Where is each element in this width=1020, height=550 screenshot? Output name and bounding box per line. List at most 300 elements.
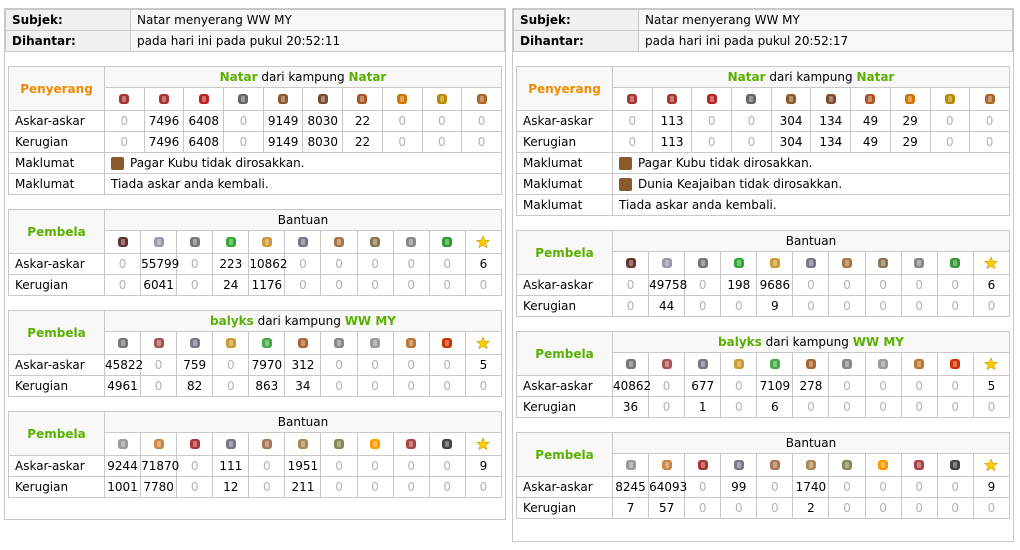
info-text-cell — [613, 153, 1010, 174]
defender-title — [105, 210, 502, 231]
table-row — [517, 477, 1010, 498]
unit-icon — [876, 357, 890, 371]
unit-icon-cell — [685, 454, 721, 477]
unit-icon-cell — [177, 433, 213, 456]
building-icon — [111, 157, 124, 170]
defender-title — [613, 433, 1010, 454]
unit-icon — [296, 336, 310, 350]
unit-count: 0 — [249, 477, 285, 498]
building-icon — [619, 178, 632, 191]
unit-icon — [768, 357, 782, 371]
unit-count: 0 — [685, 275, 721, 296]
report-header — [5, 9, 505, 52]
unit-icon-cell — [652, 88, 692, 111]
defender-table — [8, 411, 502, 498]
unit-count: 0 — [613, 132, 653, 153]
title-text: Bantuan — [785, 436, 837, 450]
unit-count: 8245 — [613, 477, 649, 498]
attacker-role-label: Penyerang — [517, 67, 613, 111]
defender-table — [516, 432, 1010, 519]
unit-icon — [840, 256, 854, 270]
unit-count: 0 — [685, 477, 721, 498]
unit-icon — [188, 235, 202, 249]
title-connector: dari kampung — [257, 70, 349, 84]
unit-icon — [660, 256, 674, 270]
unit-icon-cell — [890, 88, 930, 111]
unit-icon-cell — [141, 231, 177, 254]
unit-icon-cell — [263, 88, 303, 111]
unit-count: 0 — [685, 296, 721, 317]
unit-count: 6408 — [184, 132, 224, 153]
unit-count: 6 — [973, 275, 1009, 296]
unit-icon — [236, 92, 250, 106]
unit-icon-cell — [793, 353, 829, 376]
row-label: Askar-askar — [9, 111, 105, 132]
unit-count: 211 — [285, 477, 321, 498]
unit-icon — [152, 437, 166, 451]
unit-icon-cell — [685, 353, 721, 376]
unit-icon — [804, 357, 818, 371]
unit-count: 7109 — [757, 376, 793, 397]
unit-count: 0 — [357, 376, 393, 397]
unit-count: 0 — [793, 275, 829, 296]
unit-count: 0 — [285, 254, 321, 275]
unit-count: 0 — [685, 498, 721, 519]
village-name[interactable]: Natar — [348, 70, 387, 84]
attacker-role-label: Penyerang — [9, 67, 105, 111]
unit-count: 0 — [465, 275, 501, 296]
unit-icon — [876, 458, 890, 472]
unit-icon — [624, 256, 638, 270]
unit-count: 0 — [829, 397, 865, 418]
unit-count: 759 — [177, 355, 213, 376]
unit-icon-cell — [285, 231, 321, 254]
row-label: Kerugian — [9, 376, 105, 397]
unit-icon-cell — [105, 88, 145, 111]
unit-icon-cell — [721, 454, 757, 477]
unit-icon-cell — [973, 353, 1009, 376]
unit-icon-cell — [649, 353, 685, 376]
unit-icon-cell — [721, 353, 757, 376]
info-label: Maklumat — [517, 195, 613, 216]
unit-count: 29 — [890, 111, 930, 132]
unit-icon — [744, 92, 758, 106]
unit-icon-cell — [465, 231, 501, 254]
unit-count: 40862 — [613, 376, 649, 397]
sent-label: Dihantar: — [514, 31, 639, 52]
unit-icon-cell — [865, 252, 901, 275]
unit-count: 0 — [649, 397, 685, 418]
unit-icon-cell — [357, 433, 393, 456]
unit-count: 0 — [937, 296, 973, 317]
unit-icon — [368, 437, 382, 451]
unit-icon — [948, 357, 962, 371]
unit-icon-cell — [937, 454, 973, 477]
unit-icon — [696, 458, 710, 472]
unit-icon — [404, 336, 418, 350]
unit-icon-cell — [465, 433, 501, 456]
unit-icon — [732, 256, 746, 270]
unit-count: 0 — [321, 477, 357, 498]
defender-role-label: Pembela — [517, 231, 613, 275]
defender-title — [613, 231, 1010, 252]
unit-count: 0 — [462, 111, 502, 132]
unit-icon-cell — [793, 252, 829, 275]
unit-icon-cell — [649, 252, 685, 275]
unit-count: 0 — [393, 477, 429, 498]
battle-report-right — [512, 8, 1014, 542]
table-row — [9, 132, 502, 153]
unit-count: 0 — [937, 376, 973, 397]
hero-star-icon — [476, 235, 490, 249]
report-header — [513, 9, 1013, 52]
row-label: Kerugian — [517, 132, 613, 153]
unit-icon — [943, 92, 957, 106]
unit-icon-cell — [901, 353, 937, 376]
unit-count: 44 — [649, 296, 685, 317]
unit-count: 49 — [851, 111, 891, 132]
unit-icon-cell — [793, 454, 829, 477]
unit-count: 9686 — [757, 275, 793, 296]
unit-count: 7496 — [144, 111, 184, 132]
unit-icon — [395, 92, 409, 106]
unit-icon-cell — [829, 252, 865, 275]
unit-count: 1740 — [793, 477, 829, 498]
subject-label: Subjek: — [514, 10, 639, 31]
unit-icon-cell — [184, 88, 224, 111]
unit-count: 0 — [393, 275, 429, 296]
info-row — [517, 153, 1010, 174]
unit-icon-cell — [865, 454, 901, 477]
unit-count: 134 — [811, 111, 851, 132]
unit-count: 4961 — [105, 376, 141, 397]
unit-count: 0 — [393, 355, 429, 376]
unit-icon — [332, 235, 346, 249]
unit-icon — [768, 256, 782, 270]
info-text: Tiada askar anda kembali. — [619, 198, 777, 212]
unit-icon — [732, 357, 746, 371]
unit-icon — [624, 357, 638, 371]
unit-count: 113 — [652, 132, 692, 153]
unit-count: 55799 — [141, 254, 177, 275]
unit-count: 304 — [771, 132, 811, 153]
unit-count: 0 — [321, 355, 357, 376]
unit-count: 82 — [177, 376, 213, 397]
unit-icon-cell — [249, 231, 285, 254]
player-name[interactable]: balyks — [718, 335, 762, 349]
player-name[interactable]: balyks — [210, 314, 254, 328]
sent-value: pada hari ini pada pukul 20:52:11 — [131, 31, 505, 52]
unit-icon — [224, 437, 238, 451]
unit-icon — [116, 235, 130, 249]
defender-role-label: Pembela — [9, 311, 105, 355]
unit-icon — [804, 458, 818, 472]
hero-star-icon — [984, 458, 998, 472]
village-name[interactable]: WW MY — [852, 335, 904, 349]
unit-icon-cell — [213, 433, 249, 456]
unit-count: 0 — [692, 132, 732, 153]
report-sections — [513, 66, 1013, 519]
unit-count: 36 — [613, 397, 649, 418]
unit-count: 0 — [213, 355, 249, 376]
unit-icon-cell — [973, 252, 1009, 275]
unit-icon — [440, 437, 454, 451]
unit-count: 5 — [973, 376, 1009, 397]
unit-count: 0 — [901, 397, 937, 418]
defender-title — [105, 311, 502, 332]
info-text: Tiada askar anda kembali. — [111, 177, 269, 191]
unit-count: 49 — [851, 132, 891, 153]
unit-icon — [188, 437, 202, 451]
unit-count: 22 — [343, 111, 383, 132]
unit-count: 34 — [285, 376, 321, 397]
unit-count: 0 — [382, 132, 422, 153]
unit-count: 0 — [462, 132, 502, 153]
player-name[interactable]: Natar — [219, 70, 258, 84]
unit-count: 1951 — [285, 456, 321, 477]
unit-icon — [404, 437, 418, 451]
unit-icon-cell — [973, 454, 1009, 477]
title-connector: dari kampung — [253, 314, 345, 328]
unit-icon — [368, 235, 382, 249]
unit-icon — [152, 235, 166, 249]
unit-icon-cell — [937, 353, 973, 376]
hero-star-icon — [984, 357, 998, 371]
unit-icon-cell — [613, 252, 649, 275]
unit-count: 0 — [732, 111, 772, 132]
unit-icon-cell — [865, 353, 901, 376]
info-text-cell — [105, 174, 502, 195]
unit-count: 71870 — [141, 456, 177, 477]
unit-count: 111 — [213, 456, 249, 477]
unit-icon-cell — [285, 332, 321, 355]
unit-icon-cell — [851, 88, 891, 111]
unit-icon-cell — [970, 88, 1010, 111]
unit-icon-cell — [213, 231, 249, 254]
unit-count: 0 — [793, 296, 829, 317]
table-row — [9, 477, 502, 498]
battle-report-left — [4, 8, 506, 520]
unit-count: 7 — [613, 498, 649, 519]
unit-icon-cell — [829, 454, 865, 477]
unit-icon-cell — [285, 433, 321, 456]
unit-icon-cell — [422, 88, 462, 111]
attacker-table — [516, 66, 1010, 216]
unit-count: 0 — [901, 275, 937, 296]
unit-icon — [296, 235, 310, 249]
unit-count: 57 — [649, 498, 685, 519]
unit-count: 0 — [865, 397, 901, 418]
unit-count: 0 — [901, 477, 937, 498]
unit-count: 0 — [865, 498, 901, 519]
subject-value: Natar menyerang WW MY — [131, 10, 505, 31]
unit-icon-cell — [732, 88, 772, 111]
unit-icon-cell — [757, 454, 793, 477]
unit-count: 0 — [357, 477, 393, 498]
unit-count: 863 — [249, 376, 285, 397]
unit-icon-cell — [357, 231, 393, 254]
unit-icon-cell — [343, 88, 383, 111]
unit-icon-cell — [649, 454, 685, 477]
unit-icon-cell — [141, 332, 177, 355]
unit-icon — [296, 437, 310, 451]
unit-icon-cell — [462, 88, 502, 111]
unit-count: 0 — [930, 111, 970, 132]
unit-icon-cell — [141, 433, 177, 456]
unit-icon — [475, 92, 489, 106]
unit-count: 113 — [652, 111, 692, 132]
unit-icon — [804, 256, 818, 270]
unit-icon-cell — [613, 454, 649, 477]
unit-count: 0 — [930, 132, 970, 153]
unit-icon-cell — [105, 231, 141, 254]
building-icon — [619, 157, 632, 170]
unit-icon — [224, 336, 238, 350]
unit-icon — [116, 336, 130, 350]
unit-count: 1176 — [249, 275, 285, 296]
unit-icon-cell — [465, 332, 501, 355]
unit-icon — [332, 437, 346, 451]
subject-value: Natar menyerang WW MY — [639, 10, 1013, 31]
unit-icon-cell — [930, 88, 970, 111]
unit-count: 0 — [177, 275, 213, 296]
defender-role-label: Pembela — [517, 332, 613, 376]
unit-icon — [152, 336, 166, 350]
unit-count: 0 — [429, 355, 465, 376]
unit-icon — [983, 92, 997, 106]
row-label: Askar-askar — [517, 275, 613, 296]
unit-count: 0 — [357, 275, 393, 296]
unit-count: 0 — [382, 111, 422, 132]
unit-icon — [316, 92, 330, 106]
village-name[interactable]: Natar — [856, 70, 895, 84]
defender-table — [516, 230, 1010, 317]
unit-icon-cell — [213, 332, 249, 355]
unit-count: 0 — [829, 376, 865, 397]
unit-icon — [276, 92, 290, 106]
unit-count: 0 — [422, 111, 462, 132]
unit-icon-cell — [249, 332, 285, 355]
unit-count: 12 — [213, 477, 249, 498]
unit-icon-cell — [811, 88, 851, 111]
unit-icon — [696, 256, 710, 270]
unit-count: 5 — [465, 355, 501, 376]
row-label: Askar-askar — [517, 111, 613, 132]
unit-count: 0 — [865, 376, 901, 397]
unit-count: 0 — [393, 456, 429, 477]
row-label: Askar-askar — [9, 355, 105, 376]
unit-icon — [224, 235, 238, 249]
unit-count: 0 — [213, 376, 249, 397]
unit-icon-cell — [321, 433, 357, 456]
unit-count: 198 — [721, 275, 757, 296]
unit-icon — [660, 357, 674, 371]
unit-count: 278 — [793, 376, 829, 397]
unit-count: 0 — [285, 275, 321, 296]
unit-icon — [260, 235, 274, 249]
unit-count: 29 — [890, 132, 930, 153]
unit-count: 0 — [429, 477, 465, 498]
unit-count: 0 — [465, 376, 501, 397]
unit-count: 0 — [732, 132, 772, 153]
unit-count: 0 — [613, 275, 649, 296]
unit-count: 0 — [937, 275, 973, 296]
unit-icon-cell — [177, 332, 213, 355]
unit-icon — [368, 336, 382, 350]
table-row — [9, 376, 502, 397]
unit-count: 7496 — [144, 132, 184, 153]
unit-icon — [355, 92, 369, 106]
unit-count: 0 — [249, 456, 285, 477]
info-text-cell — [613, 174, 1010, 195]
defender-role-label: Pembela — [517, 433, 613, 477]
unit-count: 0 — [721, 296, 757, 317]
unit-icon-cell — [393, 332, 429, 355]
unit-count: 0 — [357, 254, 393, 275]
sent-label: Dihantar: — [6, 31, 131, 52]
unit-count: 9244 — [105, 456, 141, 477]
unit-count: 0 — [970, 111, 1010, 132]
info-label: Maklumat — [9, 153, 105, 174]
row-label: Kerugian — [517, 296, 613, 317]
unit-count: 0 — [937, 498, 973, 519]
unit-icon — [440, 336, 454, 350]
hero-star-icon — [476, 336, 490, 350]
row-label: Kerugian — [517, 498, 613, 519]
unit-icon — [912, 357, 926, 371]
player-name[interactable]: Natar — [727, 70, 766, 84]
unit-icon-cell — [937, 252, 973, 275]
unit-count: 0 — [937, 397, 973, 418]
unit-count: 0 — [357, 456, 393, 477]
row-label: Askar-askar — [9, 254, 105, 275]
attacker-title — [613, 67, 1010, 88]
unit-count: 7780 — [141, 477, 177, 498]
unit-icon — [705, 92, 719, 106]
unit-icon-cell — [393, 231, 429, 254]
row-label: Askar-askar — [517, 477, 613, 498]
hero-star-icon — [984, 256, 998, 270]
unit-count: 0 — [429, 254, 465, 275]
unit-count: 0 — [973, 296, 1009, 317]
unit-icon-cell — [692, 88, 732, 111]
info-label: Maklumat — [517, 153, 613, 174]
hero-star-icon — [476, 437, 490, 451]
unit-count: 1 — [685, 397, 721, 418]
report-sections — [5, 66, 505, 498]
unit-count: 0 — [692, 111, 732, 132]
unit-count: 0 — [649, 376, 685, 397]
info-text: Dunia Keajaiban tidak dirosakkan. — [638, 177, 843, 191]
unit-icon-cell — [382, 88, 422, 111]
unit-icon — [903, 92, 917, 106]
unit-count: 45822 — [105, 355, 141, 376]
unit-count: 0 — [429, 275, 465, 296]
unit-count: 0 — [429, 456, 465, 477]
info-label: Maklumat — [517, 174, 613, 195]
table-row — [9, 111, 502, 132]
unit-count: 677 — [685, 376, 721, 397]
defender-table — [516, 331, 1010, 418]
unit-count: 0 — [105, 275, 141, 296]
info-text: Pagar Kubu tidak dirosakkan. — [130, 156, 305, 170]
unit-count: 49758 — [649, 275, 685, 296]
info-text-cell — [105, 153, 502, 174]
unit-count: 0 — [973, 397, 1009, 418]
village-name[interactable]: WW MY — [344, 314, 396, 328]
unit-count: 99 — [721, 477, 757, 498]
unit-count: 0 — [721, 397, 757, 418]
